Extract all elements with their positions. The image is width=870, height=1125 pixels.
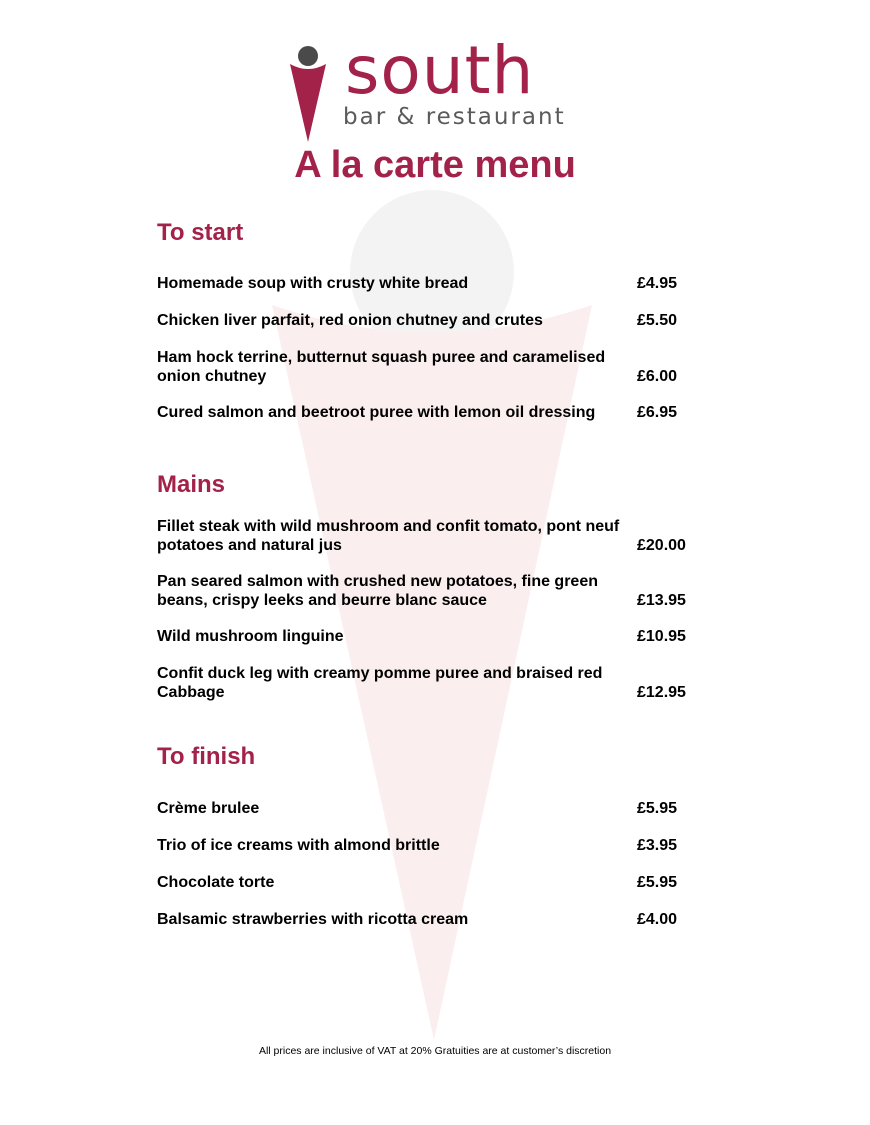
- item-price: £3.95: [637, 837, 678, 854]
- item-name: Pan seared salmon with crushed new potatoes, fine green beans, crispy leeks and beurre blanc sauce: [157, 573, 598, 609]
- menu-item: [157, 517, 697, 555]
- menu-item: [157, 910, 697, 929]
- item-price: £5.95: [637, 800, 678, 817]
- item-name: Ham hock terrine, butternut squash puree and caramelised onion chutney: [157, 349, 606, 385]
- item-price: £20.00: [637, 537, 686, 554]
- item-price: £6.00: [637, 368, 678, 385]
- brand-tagline: bar & restaurant: [343, 104, 566, 130]
- item-price: £10.95: [637, 628, 686, 645]
- item-price: £12.95: [637, 684, 686, 701]
- item-name: Chicken liver parfait, red onion chutney and crutes: [157, 312, 543, 329]
- item-name: Cured salmon and beetroot puree with lemon oil dressing: [157, 404, 596, 421]
- item-name: Fillet steak with wild mushroom and confit tomato, pont neuf potatoes and natural jus: [157, 518, 620, 554]
- item-name: Trio of ice creams with almond brittle: [157, 837, 440, 854]
- section-heading-to-start: To start: [157, 219, 244, 246]
- menu-item: [157, 664, 697, 702]
- menu-item: [157, 572, 697, 610]
- item-name: Homemade soup with crusty white bread: [157, 275, 469, 292]
- section-heading-to-finish: To finish: [157, 743, 256, 770]
- item-price: £5.95: [637, 874, 678, 891]
- menu-item: [157, 836, 697, 855]
- menu-item: [157, 403, 697, 422]
- footer-note: All prices are inclusive of VAT at 20% Gratuities are at customer’s discretion: [258, 1045, 612, 1057]
- menu-item: [157, 311, 697, 330]
- item-price: £5.50: [637, 312, 678, 329]
- item-name: Balsamic strawberries with ricotta cream: [157, 911, 469, 928]
- menu-item: [157, 274, 697, 293]
- item-price: £4.00: [637, 911, 678, 928]
- item-name: Wild mushroom linguine: [157, 628, 344, 645]
- item-name: Crème brulee: [157, 800, 260, 817]
- item-price: £13.95: [637, 592, 686, 609]
- brand-name: south: [345, 32, 535, 109]
- menu-item: [157, 873, 697, 892]
- menu-item: [157, 627, 697, 646]
- page-title: A la carte menu: [294, 144, 576, 186]
- item-price: £6.95: [637, 404, 678, 421]
- menu-item: [157, 799, 697, 818]
- item-name: Chocolate torte: [157, 874, 275, 891]
- item-price: £4.95: [637, 275, 678, 292]
- item-name: Confit duck leg with creamy pomme puree and braised red Cabbage: [157, 665, 603, 701]
- menu-item: [157, 348, 697, 386]
- section-heading-mains: Mains: [157, 471, 226, 498]
